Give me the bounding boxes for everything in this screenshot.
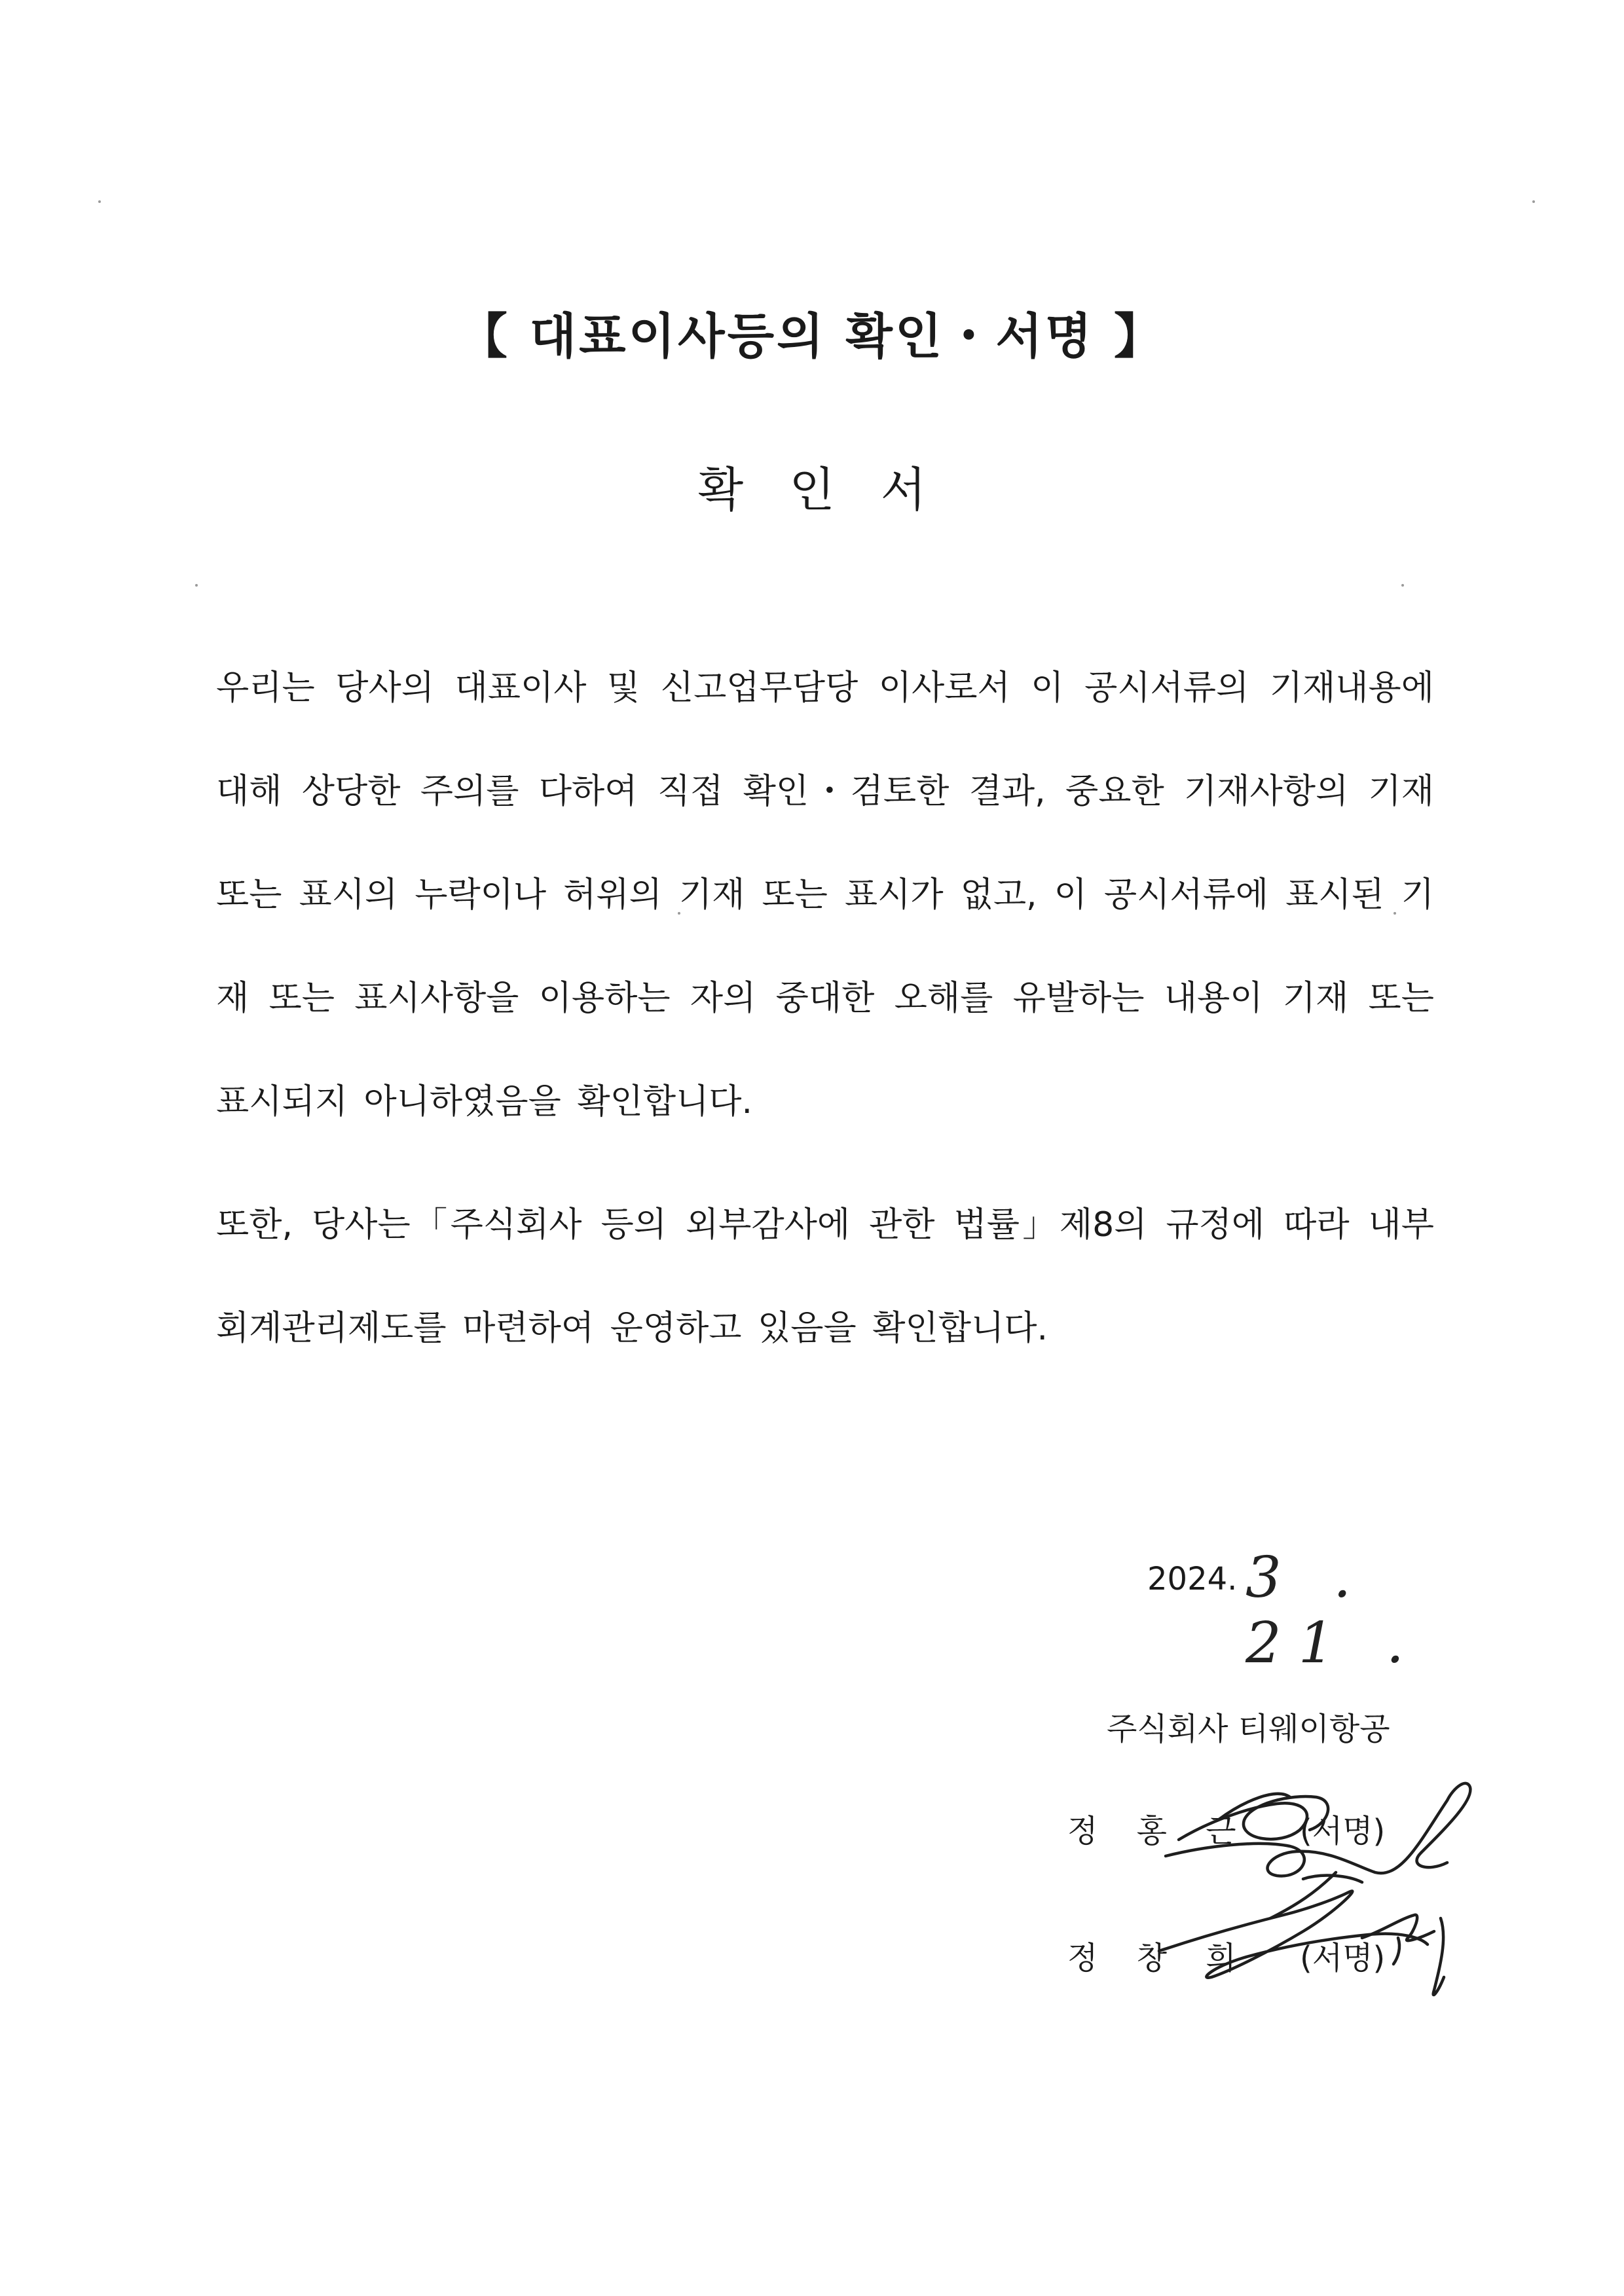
scan-speck (1401, 584, 1404, 587)
scan-speck (98, 200, 101, 203)
handwritten-signature (1139, 1741, 1480, 2030)
document-subtitle: 확인서 (697, 462, 972, 517)
signatory-name: 정 창 희 (1067, 1940, 1251, 1977)
signature-mark-label: (서명) (1300, 1940, 1386, 1977)
date-year: 2024. (1147, 1561, 1238, 1597)
handwritten-date: 3 . 21 . (1246, 1545, 1422, 1676)
company-name: 주식회사 티웨이항공 (1107, 1711, 1390, 1747)
date-line (1147, 1545, 1475, 1676)
confirmation-paragraph: 우리는 당사의 대표이사 및 신고업무담당 이사로서 이 공시서류의 기재내용에 대해 상당한 주의를 다하여 직접 확인・검토한 결과, 중요한 기재사항의 기재 또는 표시의 누락이나 허위의 기재 또는 표시가 없고, 이 공시서류에 표시된 기재 또는 표시사항을 이용하는 자의 중대한 오해를 유발하는 내용이 기재 또는 표시되지 아니하였음을 확인합니다. (216, 668, 1434, 1121)
internal-control-paragraph: 또한, 당사는「주식회사 등의 외부감사에 관한 법률」제8의 규정에 따라 내부 회계관리제도를 마련하여 운영하고 있음을 확인합니다. (216, 1205, 1434, 1348)
signature-mark-label: (서명) (1300, 1813, 1386, 1850)
signatory-name: 정 홍 근 (1067, 1813, 1251, 1850)
scan-speck (1532, 200, 1535, 203)
document-title: 【 대표이사등의 확인・서명 】 (458, 308, 1166, 365)
scan-speck (195, 584, 198, 587)
